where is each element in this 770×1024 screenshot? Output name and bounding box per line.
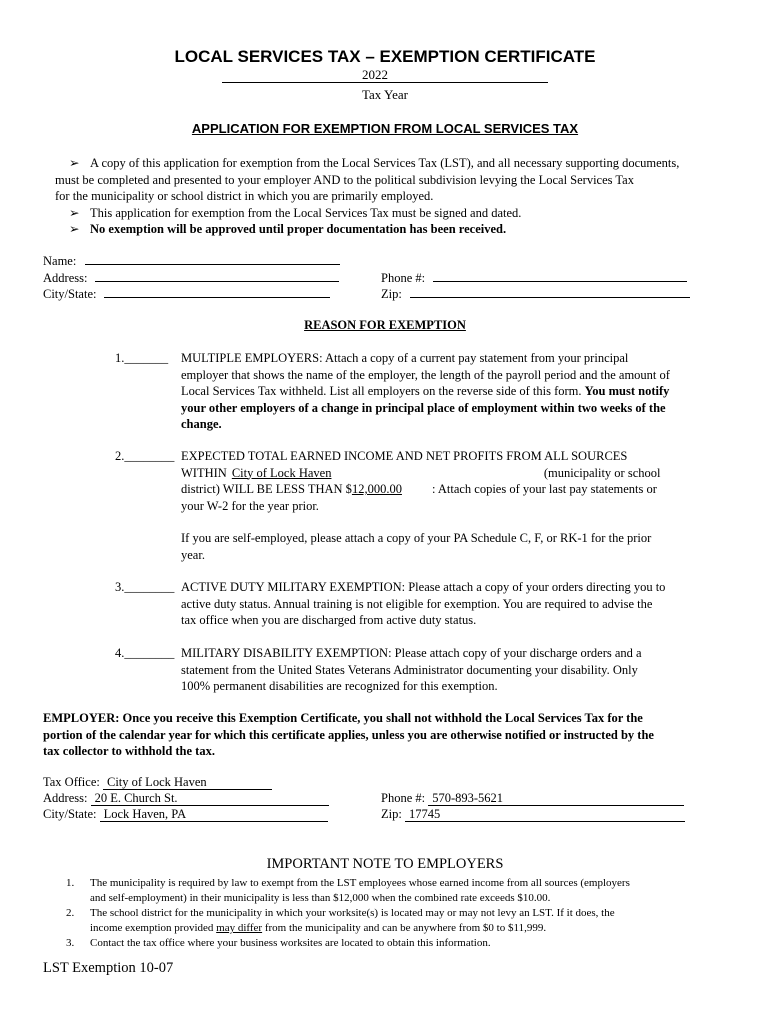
city-state-row: [43, 286, 330, 302]
option-3-line: active duty status. Annual training is not eligible for exemption. You are required to advise the: [181, 596, 653, 611]
tax-office-address-label: Address:: [43, 791, 88, 805]
option-1-checkline[interactable]: 1._______: [115, 351, 169, 365]
option-3-line: tax office when you are discharged from active duty status.: [181, 613, 477, 627]
exemption-option-4: [115, 645, 735, 695]
arrow-bullet-icon: ➢: [69, 222, 80, 236]
tax-office-phone-label: Phone #:: [381, 791, 426, 805]
tax-year-label: Tax Year: [361, 87, 409, 102]
tax-office-city-row: [43, 807, 328, 822]
arrow-bullet-icon: ➢: [69, 156, 80, 170]
option-2-line: EXPECTED TOTAL EARNED INCOME AND NET PROFITS FROM ALL SOURCES: [181, 449, 628, 463]
tax-office-city-label: City/State:: [43, 807, 97, 821]
tax-office-zip-label: Zip:: [381, 807, 402, 821]
exemption-option-3: [115, 579, 735, 629]
employer-notice: EMPLOYER: Once you receive this Exemption Certificate, you shall not withhold the Local Services Tax for the portion of the calendar year for which this certificate applies, unless you are otherwise notified or instructed by the tax collector to withhold the tax.: [43, 711, 654, 758]
address-label: Address:: [43, 271, 88, 285]
city-state-label: City/State:: [43, 287, 97, 301]
address-row: [43, 270, 339, 286]
phone-field[interactable]: [433, 270, 687, 282]
name-label: Name:: [43, 254, 77, 268]
option-1-line: your other employers of a change in principal place of employment within two weeks of the: [181, 400, 666, 415]
option-4-line: 100% permanent disabilities are recognized for this exemption.: [181, 679, 498, 693]
option-1-line: Local Services Tax withheld. List all employers on the reverse side of this form. You must notify: [181, 384, 670, 398]
notes-list: [66, 876, 746, 951]
tax-office-address-value[interactable]: 20 E. Church St.: [91, 792, 329, 806]
zip-label: Zip:: [381, 287, 402, 301]
form-footer: LST Exemption 10-07: [43, 960, 174, 976]
bullet-text-1: A copy of this application for exemption from the Local Services Tax (LST), and all necessary supporting documents,: [90, 156, 680, 170]
tax-office-city-value[interactable]: Lock Haven, PA: [100, 808, 328, 822]
tax-office-value[interactable]: City of Lock Haven: [103, 776, 272, 790]
exemption-option-1: [115, 350, 735, 433]
note-item: 2. The school district for the municipality in which your worksite(s) is located may or may not levy an LST. If it does, the income exemption provided may differ from the municipality and can be anywhere from $0 to $11,999.: [66, 907, 615, 934]
tax-office-address-row: [43, 791, 329, 806]
name-field[interactable]: [85, 253, 340, 265]
exemption-option-2: [115, 448, 735, 563]
option-2-line: your W-2 for the year prior.: [181, 498, 319, 513]
tax-office-phone-row: [381, 791, 684, 806]
tax-office-row: [43, 775, 272, 790]
application-subtitle: APPLICATION FOR EXEMPTION FROM LOCAL SERVICES TAX: [191, 121, 579, 136]
bullet-text-1b: must be completed and presented to your employer AND to the political subdivision levying the Local Services Tax: [55, 172, 634, 187]
option-2-line: year.: [181, 547, 205, 562]
option-2-line: district) WILL BE LESS THAN $12,000.00 : Attach copies of your last pay statements or: [181, 482, 657, 496]
city-state-field[interactable]: [104, 286, 330, 298]
phone-row: [381, 270, 687, 286]
option-3-checkline[interactable]: 3.________: [115, 580, 175, 594]
reason-heading: REASON FOR EXEMPTION: [304, 318, 466, 332]
option-3-line: ACTIVE DUTY MILITARY EXEMPTION: Please attach a copy of your orders directing you to: [181, 580, 666, 594]
bullet-item: [55, 155, 745, 172]
zip-row: [381, 286, 690, 302]
bullet-text-2: This application for exemption from the Local Services Tax must be signed and dated.: [90, 205, 522, 220]
bullet-text-1c: for the municipality or school district in which you are primarily employed.: [55, 189, 434, 203]
option-4-line: statement from the United States Veterans Administrator documenting your disability. Only: [181, 662, 638, 677]
tax-office-phone-value[interactable]: 570-893-5621: [428, 792, 684, 806]
municipality-field[interactable]: City of Lock Haven: [231, 465, 332, 480]
option-1-line: change.: [181, 417, 222, 431]
tax-year-value: 2022: [362, 67, 388, 82]
option-2-line: If you are self-employed, please attach a copy of your PA Schedule C, F, or RK-1 for the prior: [181, 531, 652, 545]
option-2-checkline[interactable]: 2.________: [115, 449, 175, 463]
notes-heading: IMPORTANT NOTE TO EMPLOYERS: [266, 856, 504, 872]
page-title: LOCAL SERVICES TAX – EXEMPTION CERTIFICATE: [174, 47, 596, 66]
note-item: 1. The municipality is required by law to exempt from the LST employees whose earned income from all sources (employers and self-employment) in their municipality is less than $12,000 when the combined rate exceeds $10.00.: [66, 877, 630, 904]
address-field[interactable]: [95, 270, 339, 282]
name-row: [43, 253, 340, 269]
arrow-bullet-icon: ➢: [69, 205, 80, 220]
note-item: 3. Contact the tax office where your business worksites are located to obtain this information.: [66, 937, 491, 949]
option-4-checkline[interactable]: 4.________: [115, 646, 175, 660]
income-limit-field[interactable]: 12,000.00: [351, 482, 402, 496]
option-1-line: employer that shows the name of the employer, the length of the payroll period and the amount of: [181, 367, 670, 382]
zip-field[interactable]: [410, 286, 690, 298]
tax-year-field[interactable]: [222, 68, 548, 83]
tax-office-zip-value[interactable]: 17745: [405, 808, 685, 822]
option-4-line: MILITARY DISABILITY EXEMPTION: Please attach copy of your discharge orders and a: [181, 646, 642, 660]
bullet-item: [55, 205, 745, 222]
instructions: [55, 155, 745, 238]
bullet-item: [55, 221, 745, 238]
tax-office-label: Tax Office:: [43, 775, 100, 789]
phone-label: Phone #:: [381, 271, 426, 285]
bullet-text-3: No exemption will be approved until proper documentation has been received.: [90, 222, 507, 236]
tax-office-zip-row: [381, 807, 685, 822]
option-2-line: WITHIN City of Lock Haven (municipality or school: [181, 465, 661, 480]
option-1-line: MULTIPLE EMPLOYERS: Attach a copy of a current pay statement from your principal: [181, 351, 629, 365]
